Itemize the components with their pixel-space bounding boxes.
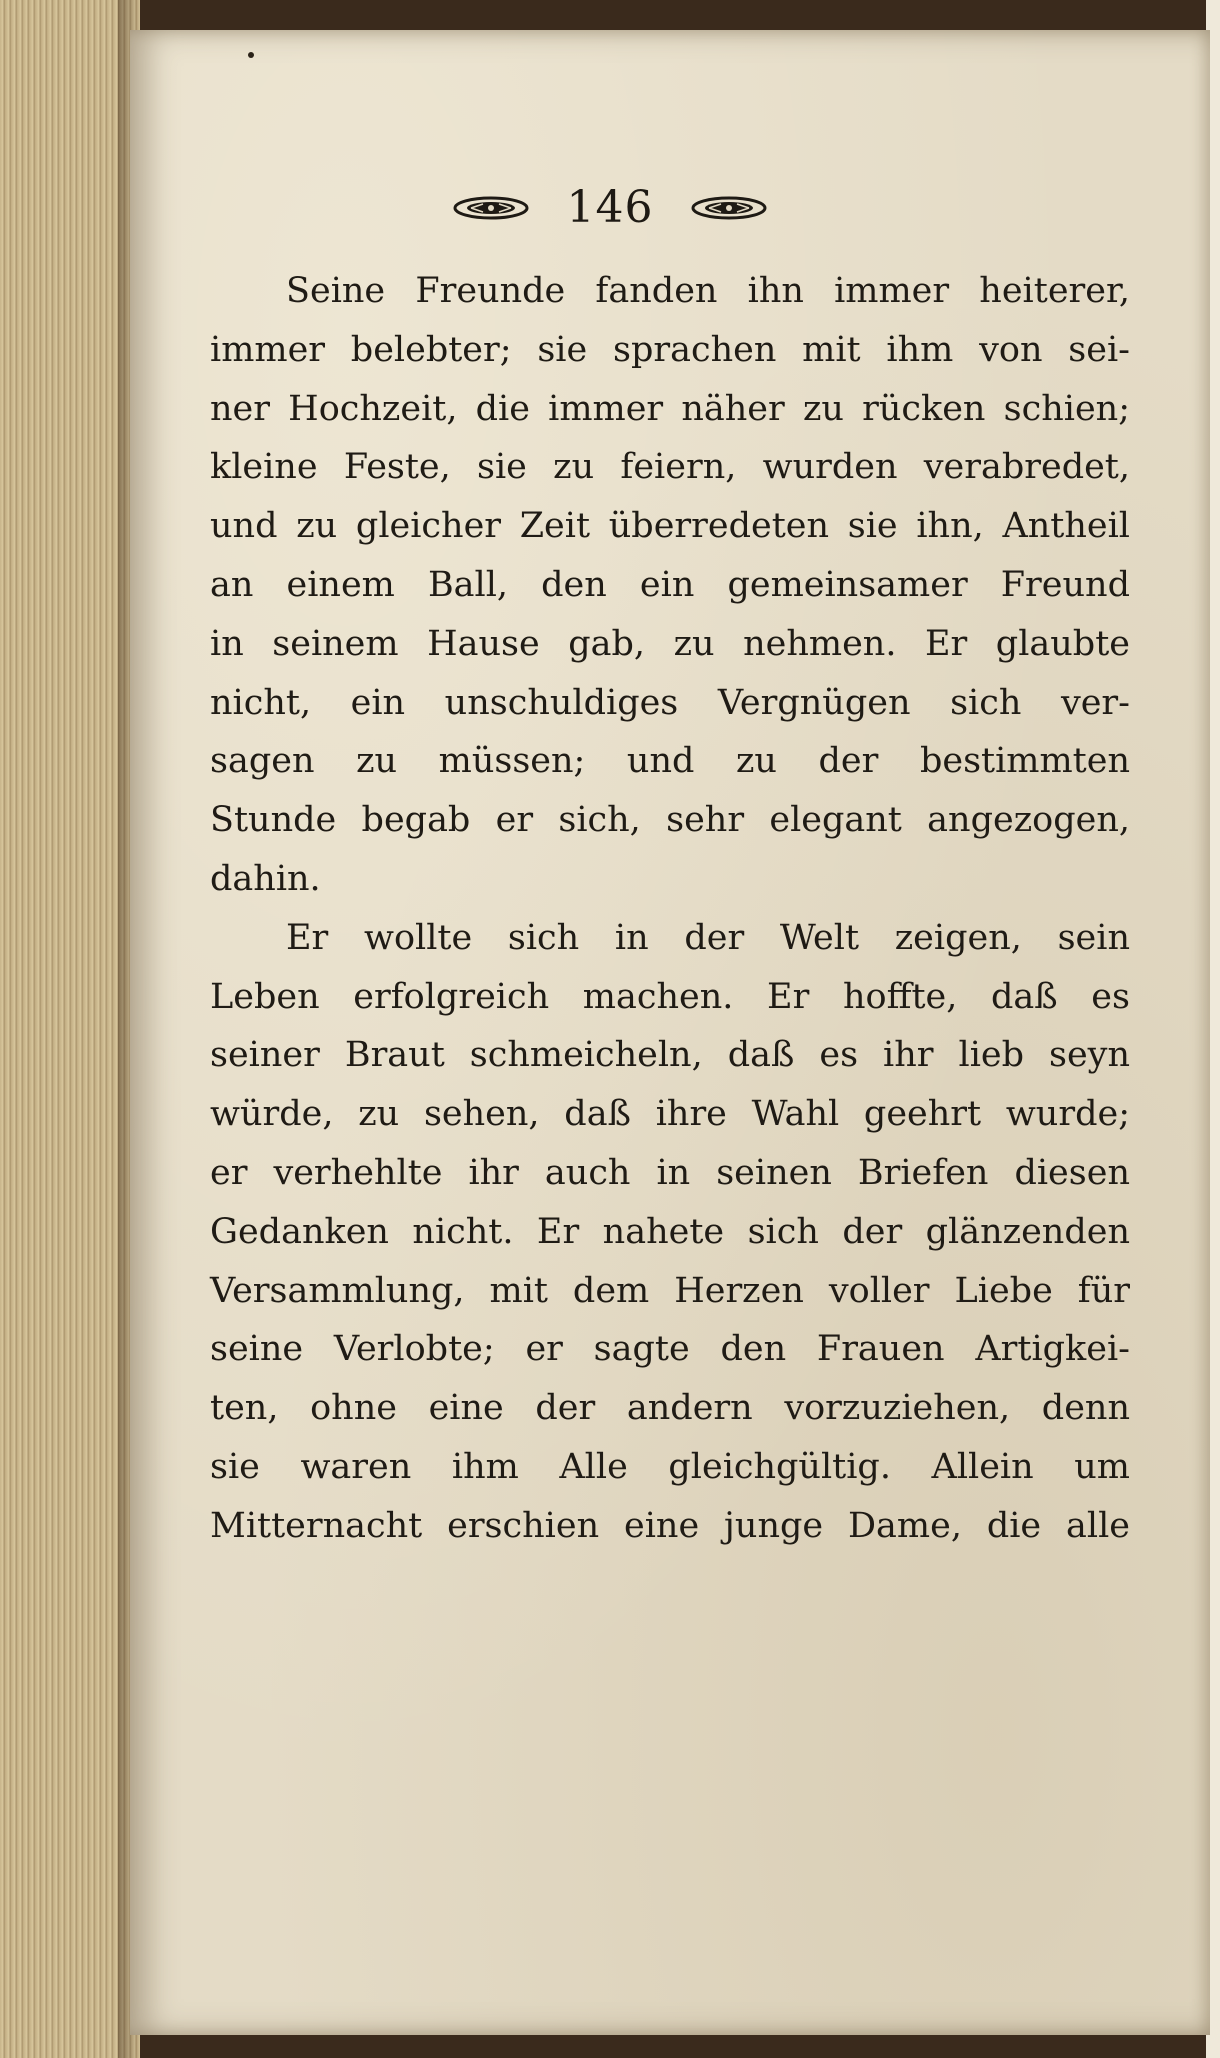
text-line: nicht, ein unschuldiges Vergnügen sich ver- (210, 682, 1130, 723)
paragraph-1 (210, 262, 1130, 909)
text-line: sie waren ihm Alle gleichgültig. Allein um (210, 1446, 1130, 1487)
text-line: Seine Freunde fanden ihn immer heiterer, (286, 271, 1130, 311)
left-ornament-icon (453, 196, 529, 220)
text-line: und zu gleicher Zeit überredeten sie ihn, Antheil (210, 506, 1130, 547)
text-line: seiner Braut schmeicheln, daß es ihr lieb seyn (210, 1035, 1130, 1076)
page-number: 146 (566, 182, 654, 233)
text-line: in seinem Hause gab, zu nehmen. Er glaubte (210, 623, 1130, 664)
text-line: Gedanken nicht. Er nahete sich der glänzenden (210, 1211, 1130, 1252)
text-line: ner Hochzeit, die immer näher zu rücken schien; (210, 388, 1130, 429)
text-line: ten, ohne eine der andern vorzuziehen, denn (210, 1388, 1130, 1429)
text-line: Stunde begab er sich, sehr elegant angezogen, (210, 800, 1130, 841)
text-line: Mitternacht erschien eine junge Dame, die alle (210, 1505, 1130, 1546)
text-line: dahin. (210, 858, 321, 899)
text-line: er verhehlte ihr auch in seinen Briefen diesen (210, 1152, 1130, 1193)
ink-speck (248, 52, 254, 58)
text-line: kleine Feste, sie zu feiern, wurden verabredet, (210, 447, 1130, 488)
text-line: an einem Ball, den ein gemeinsamer Freund (210, 564, 1130, 605)
text-line: immer belebter; sie sprachen mit ihm von sei- (210, 329, 1130, 370)
book-page-edges (0, 0, 140, 2058)
right-ornament-icon (691, 196, 767, 220)
text-line: Leben erfolgreich machen. Er hoffte, daß es (210, 976, 1130, 1017)
text-line: Er wollte sich in der Welt zeigen, sein (286, 917, 1130, 958)
text-line: seine Verlobte; er sagte den Frauen Artigkei- (210, 1329, 1130, 1370)
paragraph-2 (210, 909, 1130, 1556)
text-line: Versammlung, mit dem Herzen voller Liebe für (210, 1270, 1130, 1311)
text-line: würde, zu sehen, daß ihre Wahl geehrt wurde; (210, 1094, 1130, 1135)
page-header (0, 182, 1220, 233)
text-line: sagen zu müssen; und zu der bestimmten (210, 741, 1130, 782)
body-text (210, 262, 1130, 1556)
